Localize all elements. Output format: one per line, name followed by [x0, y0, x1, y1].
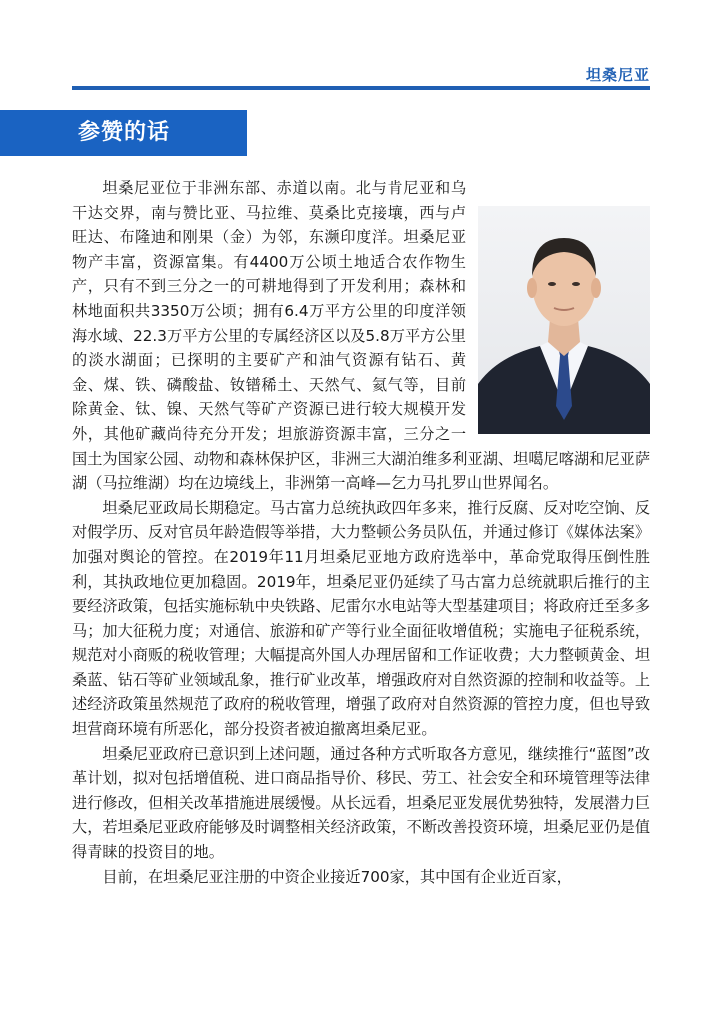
header-rule — [72, 86, 650, 90]
section-title: 参赞的话 — [0, 110, 247, 156]
header-country: 坦桑尼亚 — [585, 66, 650, 84]
paragraph-2: 坦桑尼亚政局长期稳定。马古富力总统执政四年多来，推行反腐、反对吃空饷、反对假学历、反对官员年龄造假等举措，大力整顿公务员队伍，并通过修订《媒体法案》加强对舆论的管控。在2019年11月坦桑尼亚地方政府选举中，革命党取得压倒性胜利，其执政地位更加稳固。2019年，坦桑尼亚仍延续了马古富力总统就职后推行的主要经济政策，包括实施标轨中央铁路、尼雷尔水电站等大型基建项目；将政府迁至多多马；加大征税力度；对通信、旅游和矿产等行业全面征收增值税；实施电子征税系统，规范对小商贩的税收管理；大幅提高外国人办理居留和工作证收费；大力整顿黄金、坦桑蓝、钻石等矿业领域乱象，推行矿业改革，增强政府对自然资源的控制和收益等。上述经济政策虽然规范了政府的税收管理，增强了政府对自然资源的管控力度，但也导致坦营商环境有所恶化，部分投资者被迫撤离坦桑尼亚。 — [72, 498, 650, 739]
paragraph-4: 目前，在坦桑尼亚注册的中资企业接近700家，其中国有企业近百家， — [102, 867, 572, 886]
person-portrait-icon — [478, 206, 650, 434]
paragraph-1: 坦桑尼亚位于非洲东部、赤道以南。北与肯尼亚和乌干达交界，南与赞比亚、马拉维、莫桑比克接壤，西与卢旺达、布隆迪和刚果（金）为邻，东濒印度洋。坦桑尼亚物产丰富，资源富集。有4400万公顷土地适合农作物生产，只有不到三分之一的可耕地得到了开发利用；森林和林地面积共3350万公顷；拥有6.4万平方公里的印度洋领海水域、22.3万平方公里的专属经济区以及5.8万平方公里的淡水湖面；已探明的主要矿产和油气资源有钻石、黄金、煤、铁、磷酸盐、钕镨稀土、天然气、氦气等，目前除黄金、钛、镍、天然气等矿产资源已进行较大规模开发外，其他矿藏尚待充分开发；坦旅游资源丰富，三分之一国土为国家公园、动物和森林保护区，非洲三大湖泊维多利亚湖、坦噶尼喀湖和尼亚萨湖（马拉维湖）均在边境线上，非洲第一高峰—乞力马扎罗山世界闻名。 — [72, 179, 650, 493]
paragraph-3: 坦桑尼亚政府已意识到上述问题，通过各种方式听取各方意见，继续推行“蓝图”改革计划，拟对包括增值税、进口商品指导价、移民、劳工、社会安全和环境管理等法律进行修改，但相关改革措施进展缓慢。从长远看，坦桑尼亚发展优势独特，发展潜力巨大，若坦桑尼亚政府能够及时调整相关经济政策，不断改善投资环境，坦桑尼亚仍是值得青睐的投资目的地。 — [72, 744, 650, 862]
article-body — [72, 176, 650, 889]
